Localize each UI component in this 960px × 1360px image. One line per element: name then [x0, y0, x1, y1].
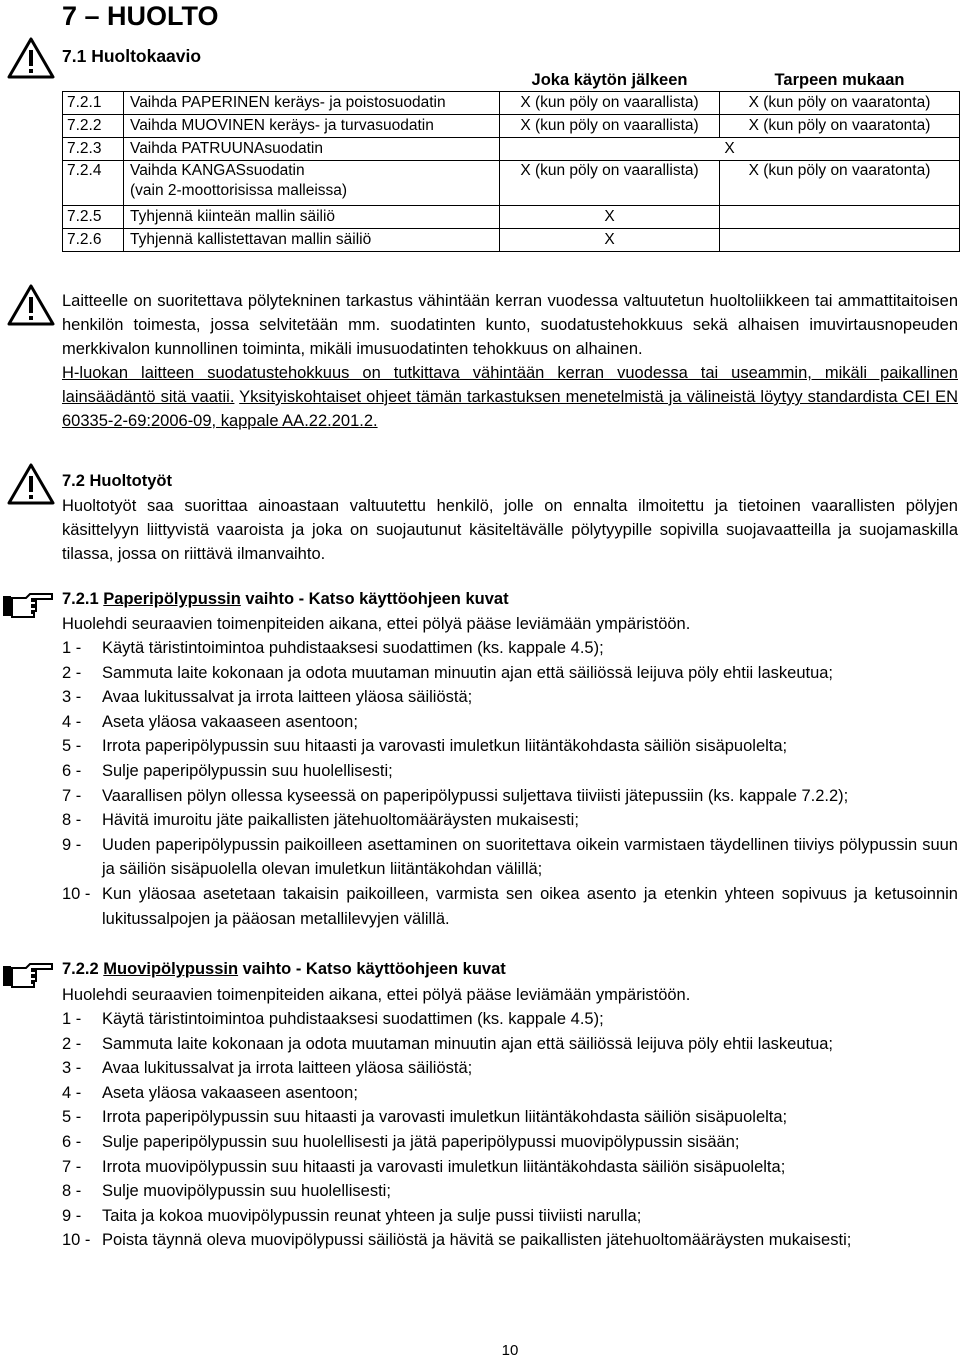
step-text: Kun yläosaa asetetaan takaisin paikoilleen, varmista sen oikea asento ja etenkin yhteen sopivuus ja ketusoinnin lukitussalpojen ja pääosan metallilevyjen välillä. — [102, 884, 958, 928]
step-text: Sammuta laite kokonaan ja odota muutaman minuutin ajan että säiliössä leijuva pöly ehtii laskeutua; — [102, 663, 834, 682]
pointing-hand-icon — [2, 960, 54, 992]
step-number: 1 - — [62, 1010, 82, 1028]
list-item — [62, 685, 958, 710]
row-number: 7.2.5 — [63, 206, 124, 229]
row-number: 7.2.4 — [63, 161, 124, 206]
list-item — [62, 1228, 958, 1253]
steps-list-7-2-2 — [62, 1007, 958, 1253]
section-heading-7-2-1 — [62, 588, 509, 610]
list-item — [62, 1130, 958, 1155]
step-text: Käytä täristintoimintoa puhdistaaksesi suodattimen (ks. kappale 4.5); — [102, 1010, 604, 1028]
step-text: Irrota paperipölypussin suu hitaasti ja varovasti imuletkun liitäntäkohdasta säiliön sisäpuolelta; — [102, 737, 788, 756]
step-text: Aseta yläosa vakaaseen asentoon; — [102, 712, 358, 731]
row-task: Vaihda PATRUUNAsuodatin — [124, 138, 500, 161]
step-number: 8 - — [62, 1182, 82, 1201]
step-text: Taita ja kokoa muovipölypussin reunat yhteen ja sulje pussi tiiviisti narulla; — [102, 1206, 642, 1225]
table-row — [63, 138, 960, 161]
step-number: 10 - — [62, 884, 91, 903]
inspection-paragraph-underlined — [62, 361, 958, 433]
list-item — [62, 759, 958, 784]
table-header-row — [63, 69, 960, 92]
table-row — [63, 229, 960, 252]
step-text: Aseta yläosa vakaaseen asentoon; — [102, 1083, 358, 1102]
list-item — [62, 734, 958, 759]
list-item — [62, 636, 958, 661]
row-as-needed: X (kun pöly on vaaratonta) — [720, 115, 960, 138]
step-number: 1 - — [62, 639, 82, 657]
step-number: 6 - — [62, 761, 82, 780]
row-after-use: X — [500, 229, 720, 252]
row-number: 7.2.2 — [63, 115, 124, 138]
step-number: 6 - — [62, 1132, 82, 1151]
warning-icon — [6, 283, 56, 327]
step-number: 7 - — [62, 786, 82, 805]
table-row — [63, 206, 960, 229]
table-row — [63, 92, 960, 115]
list-item — [62, 1105, 958, 1130]
step-text: Sulje muovipölypussin suu huolellisesti; — [102, 1182, 391, 1201]
row-after-use: X (kun pöly on vaarallista) — [500, 161, 720, 206]
step-number: 4 - — [62, 712, 82, 731]
step-number: 3 - — [62, 688, 82, 707]
step-number: 8 - — [62, 811, 82, 830]
step-text: Irrota muovipölypussin suu hitaasti ja varovasti imuletkun liitäntäkohdasta säiliön sisäpuolelta; — [102, 1157, 786, 1176]
step-text: Irrota paperipölypussin suu hitaasti ja varovasti imuletkun liitäntäkohdasta säiliön sisäpuolelta; — [102, 1108, 788, 1127]
step-text: Vaarallisen pölyn ollessa kyseessä on paperipölypussi suljettava tiiviisti jätepussiin (ks. kappale 7.2.2); — [102, 786, 849, 805]
list-item — [62, 1056, 958, 1081]
step-text: Sammuta laite kokonaan ja odota muutaman minuutin ajan että säiliössä leijuva pöly ehtii laskeutua; — [102, 1034, 834, 1053]
standard-reference: Yksityiskohtaiset ohjeet tämän tarkastuksen menetelmistä ja välineistä löytyy standardista CEI EN 60335-2-69:2006-09, kappale AA.22.201.2. — [62, 388, 958, 430]
row-as-needed — [720, 206, 960, 229]
row-number: 7.2.1 — [63, 92, 124, 115]
list-item — [62, 710, 958, 735]
step-number: 9 - — [62, 1206, 82, 1225]
section-heading-rest: vaihto - Katso käyttöohjeen kuvat — [238, 960, 506, 978]
steps-list-7-2-1 — [62, 636, 958, 931]
section-underlined-word: Muovipölypussin — [103, 960, 239, 978]
section-7-2-text: Huoltotyöt saa suorittaa ainoastaan valtuutettu henkilö, jolle on ennalta ilmoitettu ja tietoinen vaarallisten pölyjen käsittelyyn liittyvistä vaaroista ja joka on suojautunut käsiteltävälle pölytyypille sopivilla suojavaatteilla ja suojamaskilla tilassa, jossa on riittävä ilmanvaihto. — [62, 497, 958, 563]
list-item — [62, 1032, 958, 1057]
pointing-hand-icon — [2, 590, 54, 622]
column-header-as-needed: Tarpeen mukaan — [720, 69, 960, 92]
list-item — [62, 833, 958, 882]
section-underlined-word: Paperipölypussin — [103, 590, 241, 608]
row-number: 7.2.6 — [63, 229, 124, 252]
list-item — [62, 661, 958, 686]
row-number: 7.2.3 — [63, 138, 124, 161]
section-number: 7.2.1 — [62, 590, 99, 608]
step-number: 2 - — [62, 1034, 82, 1053]
step-text: Poista täynnä oleva muovipölypussi säiliöstä ja hävitä se paikallisten jätehuoltomääräysten mukaisesti; — [102, 1231, 852, 1250]
list-item — [62, 1155, 958, 1180]
step-text: Käytä täristintoimintoa puhdistaaksesi suodattimen (ks. kappale 4.5); — [102, 639, 604, 657]
section-heading-7-2-2 — [62, 958, 506, 980]
step-number: 9 - — [62, 835, 82, 854]
step-number: 10 - — [62, 1231, 91, 1250]
inspection-warning — [62, 289, 958, 433]
list-item — [62, 1007, 958, 1032]
step-text: Sulje paperipölypussin suu huolellisesti ja jätä paperipölypussi muovipölypussin sisään; — [102, 1132, 740, 1151]
page-number: 10 — [501, 1342, 519, 1359]
warning-icon — [6, 462, 56, 506]
table-row — [63, 161, 960, 206]
section-heading-7-1: 7.1 Huoltokaavio — [62, 46, 202, 66]
row-as-needed: X (kun pöly on vaaratonta) — [720, 92, 960, 115]
step-text: Hävitä imuroitu jäte paikallisten jätehuoltomääräysten mukaisesti; — [102, 811, 579, 830]
step-text: Uuden paperipölypussin paikoilleen asettaminen on suoritettava oikein varmistaen täydellinen tiiviys pölypussin suun ja säiliön sisäpuolella olevan imuletkun liitäntäkohdan välillä; — [102, 835, 958, 879]
row-task: Vaihda PAPERINEN keräys- ja poistosuodatin — [124, 92, 500, 115]
row-task: Tyhjennä kiinteän mallin säiliö — [124, 206, 500, 229]
list-item — [62, 808, 958, 833]
row-as-needed — [720, 229, 960, 252]
list-item — [62, 882, 958, 931]
inspection-paragraph: Laitteelle on suoritettava pölytekninen tarkastus vähintään kerran vuodessa valtuutetun huoltoliikkeen tai ammattitaitoisen henkilön toimesta, jossa selvitetään mm. suodatinten kunto, suodatustehokkuus sekä alhaisen imuvirtausnopeuden merkkivalon kunnollinen toiminta, mikäli imusuodatinten tehokkuus on alhainen. — [62, 292, 958, 358]
table-row — [63, 115, 960, 138]
section-heading-rest: vaihto - Katso käyttöohjeen kuvat — [240, 590, 509, 608]
row-as-needed: X — [500, 138, 960, 161]
step-number: 2 - — [62, 663, 82, 682]
h-class-requirement: H-luokan laitteen suodatustehokkuus on tutkittava vähintään kerran vuodessa tai useammin, mikäli paikallinen lainsäädäntö sitä vaatii. — [62, 364, 958, 406]
row-task: Tyhjennä kallistettavan mallin säiliö — [124, 229, 500, 252]
column-header-after-each-use: Joka käytön jälkeen — [500, 69, 720, 92]
section-7-2-2-intro: Huolehdi seuraavien toimenpiteiden aikana, ettei pölyä pääse leviämään ympäristöön. — [62, 986, 691, 1004]
row-task: Vaihda KANGASsuodatin — [130, 162, 305, 179]
step-number: 4 - — [62, 1083, 82, 1102]
section-7-2-1-intro: Huolehdi seuraavien toimenpiteiden aikana, ettei pölyä pääse leviämään ympäristöön. — [62, 615, 691, 633]
step-text: Avaa lukitussalvat ja irrota laitteen yläosa säiliöstä; — [102, 1059, 473, 1078]
step-number: 7 - — [62, 1157, 82, 1176]
step-number: 5 - — [62, 737, 82, 756]
step-number: 3 - — [62, 1059, 82, 1078]
warning-icon — [6, 36, 56, 80]
row-task: Vaihda MUOVINEN keräys- ja turvasuodatin — [124, 115, 500, 138]
list-item — [62, 784, 958, 809]
row-task-note: (vain 2-moottorisissa malleissa) — [130, 182, 348, 199]
row-after-use: X (kun pöly on vaarallista) — [500, 92, 720, 115]
row-task-cell — [124, 161, 500, 206]
row-after-use: X — [500, 206, 720, 229]
row-as-needed: X (kun pöly on vaaratonta) — [720, 161, 960, 206]
page-title: 7 – HUOLTO — [62, 1, 219, 31]
section-number: 7.2.2 — [62, 960, 99, 978]
list-item — [62, 1179, 958, 1204]
section-heading-7-2: 7.2 Huoltotyöt — [62, 472, 172, 490]
list-item — [62, 1204, 958, 1229]
step-number: 5 - — [62, 1108, 82, 1127]
list-item — [62, 1081, 958, 1106]
step-text: Sulje paperipölypussin suu huolellisesti; — [102, 761, 393, 780]
row-after-use: X (kun pöly on vaarallista) — [500, 115, 720, 138]
maintenance-schedule-table — [62, 69, 960, 252]
step-text: Avaa lukitussalvat ja irrota laitteen yläosa säiliöstä; — [102, 688, 473, 707]
